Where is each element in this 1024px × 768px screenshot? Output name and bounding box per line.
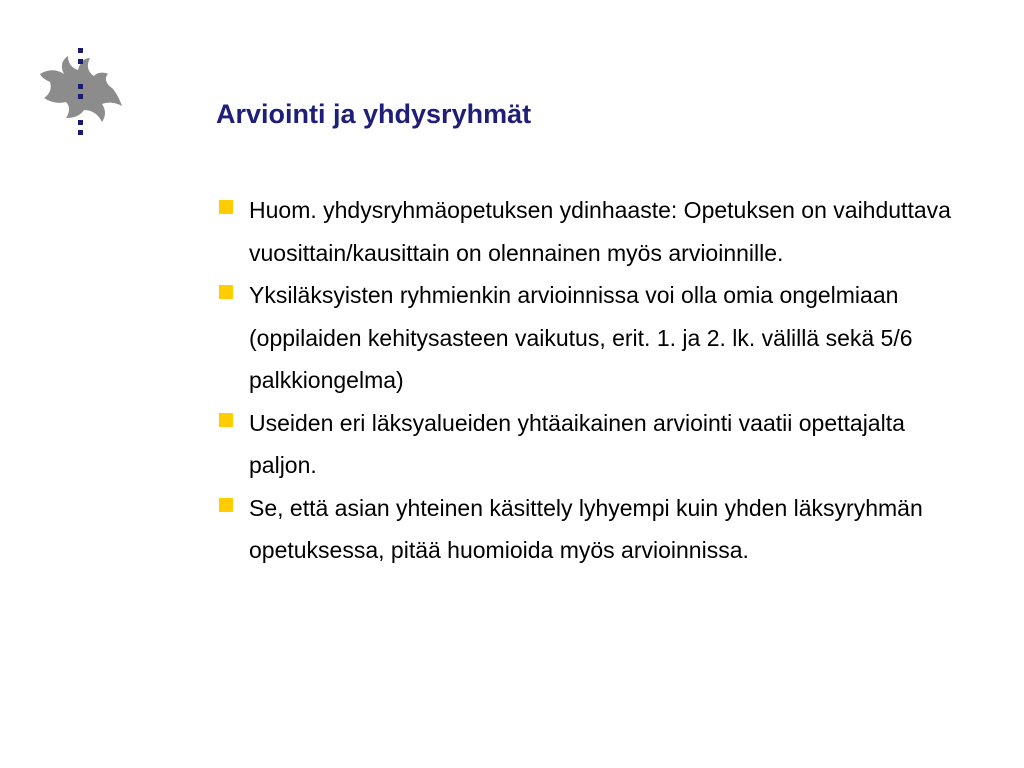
- square-bullet-icon: [219, 498, 233, 512]
- square-bullet-icon: [219, 285, 233, 299]
- logo-dot: [78, 59, 83, 64]
- square-bullet-icon: [219, 413, 233, 427]
- bullet-text: Useiden eri läksyalueiden yhtäaikainen arviointi vaatii opettajalta paljon.: [249, 409, 905, 478]
- logo-dot: [78, 120, 83, 125]
- logo-dot: [78, 48, 83, 53]
- bullet-text: Huom. yhdysryhmäopetuksen ydinhaaste: Opetuksen on vaihduttava vuosittain/kausittain on olennainen myös arvioinnille.: [249, 197, 951, 266]
- logo-dot: [78, 84, 83, 89]
- slide-title: Arviointi ja yhdysryhmät: [216, 99, 532, 129]
- bullet-text: Se, että asian yhteinen käsittely lyhyempi kuin yhden läksyryhmän opetuksessa, pitää huomioida myös arvioinnissa.: [249, 494, 923, 563]
- bullet-item: [216, 274, 976, 402]
- square-bullet-icon: [219, 200, 233, 214]
- bullet-list: [216, 189, 976, 572]
- bullet-text: Yksiläksyisten ryhmienkin arvioinnissa voi olla omia ongelmiaan (oppilaiden kehitysasteen vaikutus, erit. 1. ja 2. lk. välillä sekä 5/6 palkkiongelma): [249, 282, 913, 393]
- logo-dot: [78, 94, 83, 99]
- university-flame-torch-icon: [36, 44, 126, 136]
- bullet-item: [216, 189, 976, 274]
- logo-dot: [78, 130, 83, 135]
- bullet-item: [216, 487, 976, 572]
- bullet-item: [216, 402, 976, 487]
